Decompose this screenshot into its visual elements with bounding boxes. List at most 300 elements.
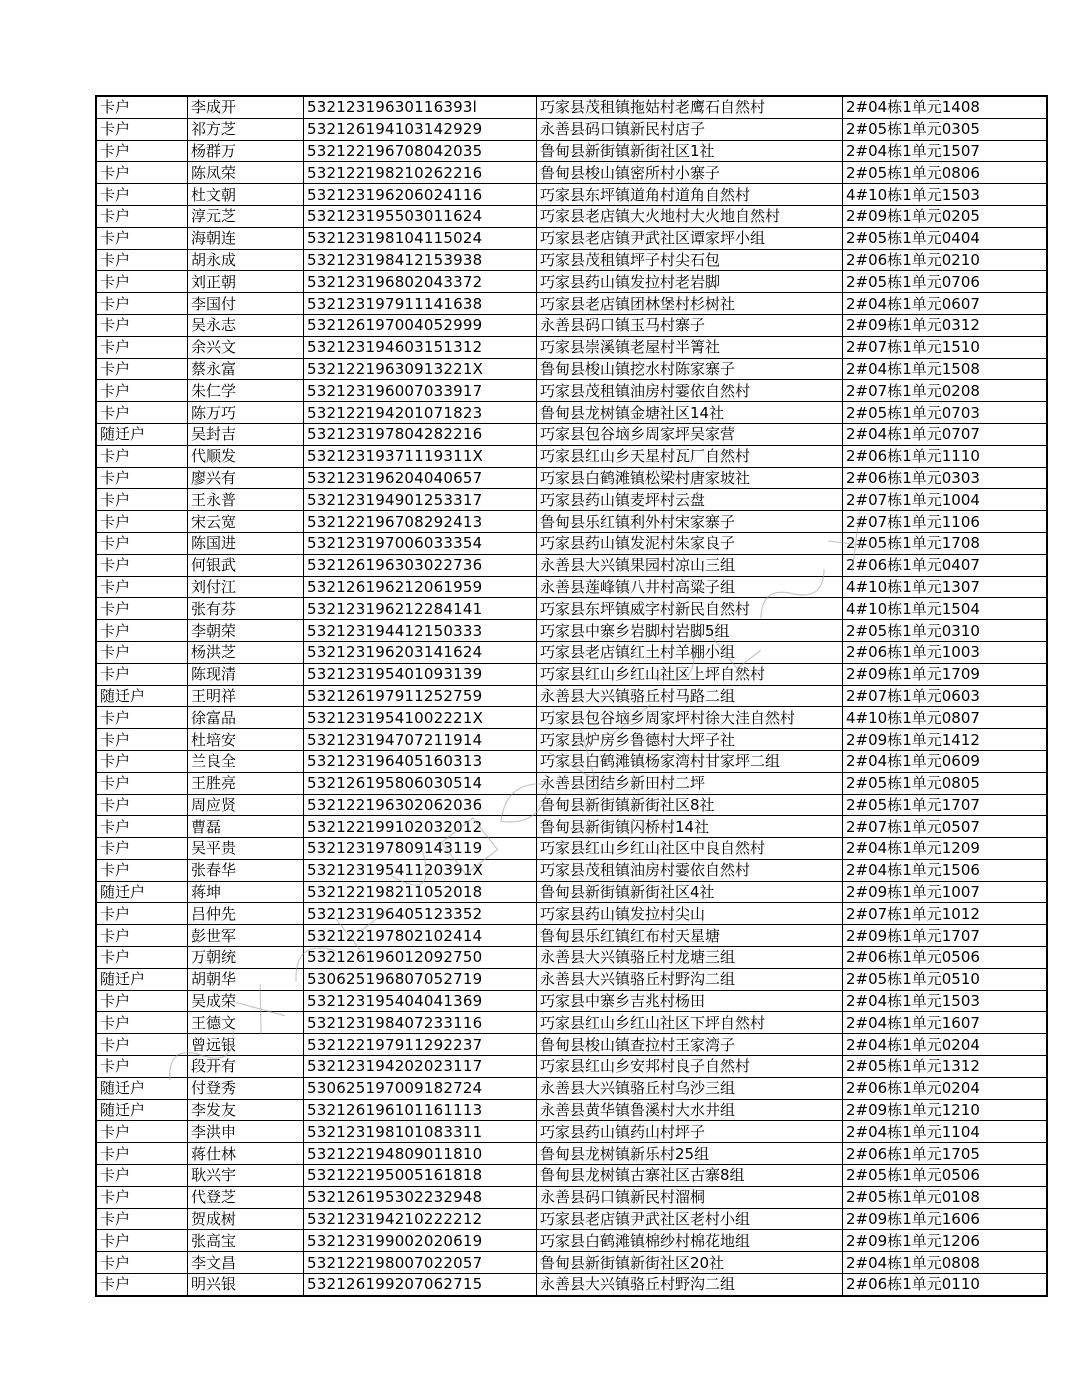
address-cell: 巧家县药山镇麦坪村云盘 — [537, 489, 843, 511]
name-cell: 蒋仕林 — [188, 1143, 304, 1165]
name-cell: 淳元芝 — [188, 205, 304, 227]
unit-cell: 2#09栋1单元1210 — [843, 1099, 1048, 1121]
id-number-cell: 532122194201071823 — [304, 402, 537, 424]
address-cell: 巧家县老店镇红土村羊棚小组 — [537, 641, 843, 663]
table-row — [96, 641, 1047, 663]
type-cell: 卡户 — [96, 838, 188, 860]
type-cell: 卡户 — [96, 1208, 188, 1230]
type-cell: 卡户 — [96, 184, 188, 206]
address-cell: 永善县码口镇新民村店子 — [537, 118, 843, 140]
address-cell: 永善县大兴镇骆丘村乌沙三组 — [537, 1077, 843, 1099]
name-cell: 刘付江 — [188, 576, 304, 598]
type-cell: 卡户 — [96, 445, 188, 467]
address-cell: 巧家县中寨乡岩脚村岩脚5组 — [537, 620, 843, 642]
type-cell: 卡户 — [96, 402, 188, 424]
table-row — [96, 881, 1047, 903]
unit-cell: 2#09栋1单元1412 — [843, 729, 1048, 751]
address-cell: 巧家县包谷垴乡周家坪吴家营 — [537, 423, 843, 445]
table-row — [96, 467, 1047, 489]
address-cell: 巧家县白鹤滩镇松梁村唐家坡社 — [537, 467, 843, 489]
unit-cell: 2#04栋1单元1506 — [843, 859, 1048, 881]
table-row — [96, 750, 1047, 772]
table-row — [96, 184, 1047, 206]
address-cell: 巧家县茂租镇油房村霎依自然村 — [537, 859, 843, 881]
id-number-cell: 532126197004052999 — [304, 314, 537, 336]
address-cell: 鲁甸县新街镇闪桥村14社 — [537, 816, 843, 838]
table-row — [96, 1165, 1047, 1187]
unit-cell: 2#05栋1单元0510 — [843, 968, 1048, 990]
id-number-cell: 532122194809011810 — [304, 1143, 537, 1165]
table-row — [96, 336, 1047, 358]
name-cell: 余兴文 — [188, 336, 304, 358]
unit-cell: 2#09栋1单元0312 — [843, 314, 1048, 336]
id-number-cell: 532123196212284141 — [304, 598, 537, 620]
type-cell: 卡户 — [96, 990, 188, 1012]
name-cell: 陈万巧 — [188, 402, 304, 424]
id-number-cell: 532126194103142929 — [304, 118, 537, 140]
name-cell: 代顺发 — [188, 445, 304, 467]
address-cell: 巧家县茂租镇油房村霎依自然村 — [537, 380, 843, 402]
address-cell: 巧家县老店镇尹武社区老村小组 — [537, 1208, 843, 1230]
name-cell: 李文昌 — [188, 1252, 304, 1274]
name-cell: 明兴银 — [188, 1274, 304, 1296]
unit-cell: 4#10栋1单元1503 — [843, 184, 1048, 206]
name-cell: 杨洪芝 — [188, 641, 304, 663]
table-row — [96, 663, 1047, 685]
address-cell: 巧家县茂租镇坪子村尖石包 — [537, 249, 843, 271]
address-cell: 巧家县炉房乡鲁德村大坪子社 — [537, 729, 843, 751]
type-cell: 卡户 — [96, 1186, 188, 1208]
address-cell: 鲁甸县龙树镇金塘社区14社 — [537, 402, 843, 424]
address-cell: 巧家县老店镇大火地村大火地自然村 — [537, 205, 843, 227]
unit-cell: 2#09栋1单元0205 — [843, 205, 1048, 227]
type-cell: 卡户 — [96, 314, 188, 336]
unit-cell: 2#09栋1单元1606 — [843, 1208, 1048, 1230]
type-cell: 卡户 — [96, 249, 188, 271]
name-cell: 何银武 — [188, 554, 304, 576]
table-row — [96, 1034, 1047, 1056]
table-row — [96, 947, 1047, 969]
address-cell: 巧家县茂租镇拖姑村老鹰石自然村 — [537, 96, 843, 118]
unit-cell: 2#05栋1单元0706 — [843, 271, 1048, 293]
id-number-cell: 532122196708042035 — [304, 140, 537, 162]
type-cell: 卡户 — [96, 140, 188, 162]
id-number-cell: 532123195503011624 — [304, 205, 537, 227]
address-cell: 鲁甸县龙树镇古寨社区古寨8组 — [537, 1165, 843, 1187]
address-cell: 巧家县包谷垴乡周家坪村徐大洼自然村 — [537, 707, 843, 729]
type-cell: 卡户 — [96, 729, 188, 751]
id-number-cell: 532123196007033917 — [304, 380, 537, 402]
type-cell: 卡户 — [96, 489, 188, 511]
id-number-cell: 532126199207062715 — [304, 1274, 537, 1296]
table-row — [96, 1121, 1047, 1143]
address-cell: 巧家县白鹤滩镇杨家湾村甘家坪二组 — [537, 750, 843, 772]
name-cell: 吴平贵 — [188, 838, 304, 860]
table-row — [96, 358, 1047, 380]
address-cell: 永善县莲峰镇八井村高粱子组 — [537, 576, 843, 598]
table-row — [96, 1143, 1047, 1165]
name-cell: 兰良全 — [188, 750, 304, 772]
name-cell: 万朝统 — [188, 947, 304, 969]
type-cell: 卡户 — [96, 532, 188, 554]
id-number-cell: 53212319630116393l — [304, 96, 537, 118]
unit-cell: 2#04栋1单元1503 — [843, 990, 1048, 1012]
address-cell: 鲁甸县梭山镇密所村小寨子 — [537, 162, 843, 184]
id-number-cell: 532123196802043372 — [304, 271, 537, 293]
type-cell: 卡户 — [96, 293, 188, 315]
type-cell: 卡户 — [96, 1056, 188, 1078]
table-row — [96, 838, 1047, 860]
name-cell: 陈凤荣 — [188, 162, 304, 184]
name-cell: 曾远银 — [188, 1034, 304, 1056]
name-cell: 胡朝华 — [188, 968, 304, 990]
id-number-cell: 532122196302062036 — [304, 794, 537, 816]
id-number-cell: 532126196303022736 — [304, 554, 537, 576]
address-cell: 巧家县红山乡红山社区中良自然村 — [537, 838, 843, 860]
unit-cell: 2#06栋1单元0110 — [843, 1274, 1048, 1296]
address-cell: 巧家县老店镇团林堡村杉树社 — [537, 293, 843, 315]
id-number-cell: 53212319371119311X — [304, 445, 537, 467]
type-cell: 随迁户 — [96, 968, 188, 990]
address-cell: 巧家县红山乡红山社区上坪自然村 — [537, 663, 843, 685]
name-cell: 胡永成 — [188, 249, 304, 271]
type-cell: 卡户 — [96, 336, 188, 358]
unit-cell: 2#04栋1单元0609 — [843, 750, 1048, 772]
table-row — [96, 685, 1047, 707]
unit-cell: 2#04栋1单元1507 — [843, 140, 1048, 162]
id-number-cell: 532126196101161113 — [304, 1099, 537, 1121]
unit-cell: 2#04栋1单元1607 — [843, 1012, 1048, 1034]
unit-cell: 2#05栋1单元0108 — [843, 1186, 1048, 1208]
unit-cell: 2#05栋1单元0703 — [843, 402, 1048, 424]
table-row — [96, 162, 1047, 184]
type-cell: 卡户 — [96, 1034, 188, 1056]
name-cell: 张春华 — [188, 859, 304, 881]
type-cell: 卡户 — [96, 641, 188, 663]
table-row — [96, 314, 1047, 336]
type-cell: 卡户 — [96, 598, 188, 620]
id-number-cell: 532123197006033354 — [304, 532, 537, 554]
table-row — [96, 925, 1047, 947]
name-cell: 宋云宽 — [188, 511, 304, 533]
unit-cell: 2#09栋1单元1206 — [843, 1230, 1048, 1252]
id-number-cell: 53212219630913221X — [304, 358, 537, 380]
name-cell: 陈现清 — [188, 663, 304, 685]
address-cell: 永善县团结乡新田村二坪 — [537, 772, 843, 794]
type-cell: 卡户 — [96, 620, 188, 642]
name-cell: 海朝连 — [188, 227, 304, 249]
address-cell: 巧家县药山镇发泥村朱家良子 — [537, 532, 843, 554]
type-cell: 卡户 — [96, 205, 188, 227]
unit-cell: 2#04栋1单元0204 — [843, 1034, 1048, 1056]
table-row — [96, 1208, 1047, 1230]
unit-cell: 2#06栋1单元0506 — [843, 947, 1048, 969]
unit-cell: 2#06栋1单元1110 — [843, 445, 1048, 467]
unit-cell: 2#05栋1单元0805 — [843, 772, 1048, 794]
name-cell: 李朝荣 — [188, 620, 304, 642]
address-cell: 永善县码口镇新民村溜桐 — [537, 1186, 843, 1208]
address-cell: 鲁甸县乐红镇利外村宋家寨子 — [537, 511, 843, 533]
table-row — [96, 205, 1047, 227]
table-row — [96, 598, 1047, 620]
name-cell: 吕仲先 — [188, 903, 304, 925]
table-row — [96, 249, 1047, 271]
table-row — [96, 118, 1047, 140]
type-cell: 随迁户 — [96, 685, 188, 707]
unit-cell: 2#07栋1单元0603 — [843, 685, 1048, 707]
name-cell: 张高宝 — [188, 1230, 304, 1252]
type-cell: 随迁户 — [96, 423, 188, 445]
id-number-cell: 53212319541002221X — [304, 707, 537, 729]
id-number-cell: 532126197911252759 — [304, 685, 537, 707]
address-cell: 永善县黄华镇鲁溪村大水井组 — [537, 1099, 843, 1121]
table-row — [96, 1056, 1047, 1078]
id-number-cell: 532123194603151312 — [304, 336, 537, 358]
type-cell: 卡户 — [96, 794, 188, 816]
type-cell: 卡户 — [96, 1121, 188, 1143]
type-cell: 卡户 — [96, 663, 188, 685]
name-cell: 李洪申 — [188, 1121, 304, 1143]
table-row — [96, 794, 1047, 816]
address-cell: 永善县大兴镇骆丘村野沟二组 — [537, 968, 843, 990]
unit-cell: 2#06栋1单元0204 — [843, 1077, 1048, 1099]
type-cell: 随迁户 — [96, 1099, 188, 1121]
id-number-cell: 532123194707211914 — [304, 729, 537, 751]
unit-cell: 2#05栋1单元0506 — [843, 1165, 1048, 1187]
address-cell: 鲁甸县梭山镇查拉村王家湾子 — [537, 1034, 843, 1056]
unit-cell: 2#07栋1单元0208 — [843, 380, 1048, 402]
unit-cell: 2#07栋1单元1106 — [843, 511, 1048, 533]
id-number-cell: 530625197009182724 — [304, 1077, 537, 1099]
table-row — [96, 1230, 1047, 1252]
id-number-cell: 532122197802102414 — [304, 925, 537, 947]
table-row — [96, 532, 1047, 554]
address-cell: 鲁甸县新街镇新街社区20社 — [537, 1252, 843, 1274]
table-row — [96, 511, 1047, 533]
unit-cell: 2#09栋1单元1709 — [843, 663, 1048, 685]
name-cell: 杨群万 — [188, 140, 304, 162]
name-cell: 王明祥 — [188, 685, 304, 707]
type-cell: 卡户 — [96, 903, 188, 925]
name-cell: 王胜亮 — [188, 772, 304, 794]
type-cell: 卡户 — [96, 554, 188, 576]
address-cell: 永善县大兴镇果园村凉山三组 — [537, 554, 843, 576]
id-number-cell: 532123196206024116 — [304, 184, 537, 206]
type-cell: 卡户 — [96, 162, 188, 184]
id-number-cell: 532123196203141624 — [304, 641, 537, 663]
address-cell: 永善县大兴镇骆丘村龙塘三组 — [537, 947, 843, 969]
unit-cell: 2#04栋1单元0607 — [843, 293, 1048, 315]
unit-cell: 2#06栋1单元1003 — [843, 641, 1048, 663]
name-cell: 周应贤 — [188, 794, 304, 816]
type-cell: 卡户 — [96, 1274, 188, 1296]
type-cell: 卡户 — [96, 227, 188, 249]
name-cell: 祁方芝 — [188, 118, 304, 140]
type-cell: 卡户 — [96, 947, 188, 969]
table-row — [96, 968, 1047, 990]
id-number-cell: 532123194901253317 — [304, 489, 537, 511]
address-cell: 巧家县红山乡红山社区下坪自然村 — [537, 1012, 843, 1034]
type-cell: 卡户 — [96, 271, 188, 293]
type-cell: 卡户 — [96, 859, 188, 881]
address-cell: 鲁甸县新街镇新街社区1社 — [537, 140, 843, 162]
name-cell: 刘正朝 — [188, 271, 304, 293]
name-cell: 蒋坤 — [188, 881, 304, 903]
id-number-cell: 532126195302232948 — [304, 1186, 537, 1208]
table-row — [96, 293, 1047, 315]
id-number-cell: 530625196807052719 — [304, 968, 537, 990]
name-cell: 代登芝 — [188, 1186, 304, 1208]
id-number-cell: 532123196405160313 — [304, 750, 537, 772]
id-number-cell: 532123196405123352 — [304, 903, 537, 925]
id-number-cell: 532123197809143119 — [304, 838, 537, 860]
address-cell: 永善县码口镇玉马村寨子 — [537, 314, 843, 336]
name-cell: 李成开 — [188, 96, 304, 118]
unit-cell: 2#04栋1单元1408 — [843, 96, 1048, 118]
id-number-cell: 532122195005161818 — [304, 1165, 537, 1187]
id-number-cell: 532123198407233116 — [304, 1012, 537, 1034]
table-row — [96, 903, 1047, 925]
table-row — [96, 445, 1047, 467]
unit-cell: 2#06栋1单元0407 — [843, 554, 1048, 576]
unit-cell: 2#07栋1单元1012 — [843, 903, 1048, 925]
address-cell: 巧家县东坪镇威字村新民自然村 — [537, 598, 843, 620]
type-cell: 卡户 — [96, 707, 188, 729]
type-cell: 卡户 — [96, 358, 188, 380]
address-cell: 巧家县中寨乡吉兆村杨田 — [537, 990, 843, 1012]
id-number-cell: 532126196212061959 — [304, 576, 537, 598]
table-row — [96, 140, 1047, 162]
table-row — [96, 772, 1047, 794]
name-cell: 吴封吉 — [188, 423, 304, 445]
unit-cell: 2#05栋1单元0305 — [843, 118, 1048, 140]
table-body — [96, 96, 1047, 1296]
type-cell: 卡户 — [96, 816, 188, 838]
table-row — [96, 1012, 1047, 1034]
table-row — [96, 816, 1047, 838]
name-cell: 朱仁学 — [188, 380, 304, 402]
name-cell: 贺成树 — [188, 1208, 304, 1230]
name-cell: 杜培安 — [188, 729, 304, 751]
id-number-cell: 532123194202023117 — [304, 1056, 537, 1078]
table-row — [96, 227, 1047, 249]
unit-cell: 2#09栋1单元1007 — [843, 881, 1048, 903]
name-cell: 付登秀 — [188, 1077, 304, 1099]
table-row — [96, 576, 1047, 598]
table-row — [96, 423, 1047, 445]
address-cell: 鲁甸县新街镇新街社区8社 — [537, 794, 843, 816]
unit-cell: 2#07栋1单元1004 — [843, 489, 1048, 511]
id-number-cell: 532123197911141638 — [304, 293, 537, 315]
unit-cell: 2#06栋1单元0303 — [843, 467, 1048, 489]
unit-cell: 2#04栋1单元1209 — [843, 838, 1048, 860]
unit-cell: 2#05栋1单元1312 — [843, 1056, 1048, 1078]
type-cell: 卡户 — [96, 1165, 188, 1187]
table-row — [96, 1099, 1047, 1121]
unit-cell: 2#04栋1单元1508 — [843, 358, 1048, 380]
name-cell: 廖兴有 — [188, 467, 304, 489]
table-row — [96, 271, 1047, 293]
table-row — [96, 554, 1047, 576]
type-cell: 卡户 — [96, 925, 188, 947]
unit-cell: 2#05栋1单元1708 — [843, 532, 1048, 554]
name-cell: 吴永志 — [188, 314, 304, 336]
address-cell: 巧家县药山镇药山村坪子 — [537, 1121, 843, 1143]
id-number-cell: 532122198210262216 — [304, 162, 537, 184]
type-cell: 卡户 — [96, 467, 188, 489]
id-number-cell: 532122196708292413 — [304, 511, 537, 533]
address-cell: 鲁甸县龙树镇新乐村25组 — [537, 1143, 843, 1165]
table-row — [96, 1252, 1047, 1274]
id-number-cell: 532123195401093139 — [304, 663, 537, 685]
address-cell: 鲁甸县乐红镇红布村天星塘 — [537, 925, 843, 947]
id-number-cell: 532123195404041369 — [304, 990, 537, 1012]
table-row — [96, 990, 1047, 1012]
address-cell: 巧家县东坪镇道角村道角自然村 — [537, 184, 843, 206]
name-cell: 耿兴宇 — [188, 1165, 304, 1187]
table-row — [96, 1186, 1047, 1208]
table-row — [96, 489, 1047, 511]
type-cell: 随迁户 — [96, 881, 188, 903]
name-cell: 曹磊 — [188, 816, 304, 838]
type-cell: 卡户 — [96, 96, 188, 118]
unit-cell: 2#04栋1单元0707 — [843, 423, 1048, 445]
address-cell: 永善县大兴镇骆丘村马路二组 — [537, 685, 843, 707]
name-cell: 李国付 — [188, 293, 304, 315]
type-cell: 卡户 — [96, 1252, 188, 1274]
type-cell: 随迁户 — [96, 1077, 188, 1099]
id-number-cell: 53212319541120391X — [304, 859, 537, 881]
unit-cell: 2#07栋1单元1510 — [843, 336, 1048, 358]
household-table — [95, 95, 1048, 1297]
table-row — [96, 1274, 1047, 1296]
id-number-cell: 532123194412150333 — [304, 620, 537, 642]
unit-cell: 2#05栋1单元0310 — [843, 620, 1048, 642]
type-cell: 卡户 — [96, 1143, 188, 1165]
type-cell: 卡户 — [96, 118, 188, 140]
address-cell: 巧家县老店镇尹武社区谭家坪小组 — [537, 227, 843, 249]
type-cell: 卡户 — [96, 576, 188, 598]
id-number-cell: 532122197911292237 — [304, 1034, 537, 1056]
unit-cell: 2#06栋1单元1705 — [843, 1143, 1048, 1165]
table-row — [96, 402, 1047, 424]
id-number-cell: 532122199102032012 — [304, 816, 537, 838]
unit-cell: 2#09栋1单元1707 — [843, 925, 1048, 947]
id-number-cell: 532123198101083311 — [304, 1121, 537, 1143]
unit-cell: 2#05栋1单元1707 — [843, 794, 1048, 816]
address-cell: 巧家县红山乡安邦村良子自然村 — [537, 1056, 843, 1078]
id-number-cell: 532122198007022057 — [304, 1252, 537, 1274]
address-cell: 巧家县白鹤滩镇棉纱村棉花地组 — [537, 1230, 843, 1252]
address-cell: 巧家县红山乡天星村瓦厂自然村 — [537, 445, 843, 467]
id-number-cell: 532126195806030514 — [304, 772, 537, 794]
unit-cell: 2#06栋1单元0210 — [843, 249, 1048, 271]
address-cell: 鲁甸县新街镇新街社区4社 — [537, 881, 843, 903]
name-cell: 杜文朝 — [188, 184, 304, 206]
id-number-cell: 532123196204040657 — [304, 467, 537, 489]
unit-cell: 4#10栋1单元1504 — [843, 598, 1048, 620]
id-number-cell: 532123198412153938 — [304, 249, 537, 271]
id-number-cell: 532122198211052018 — [304, 881, 537, 903]
unit-cell: 2#04栋1单元0808 — [843, 1252, 1048, 1274]
name-cell: 李发友 — [188, 1099, 304, 1121]
address-cell: 鲁甸县梭山镇挖水村陈家寨子 — [537, 358, 843, 380]
id-number-cell: 532123194210222212 — [304, 1208, 537, 1230]
table-row — [96, 859, 1047, 881]
table-row — [96, 729, 1047, 751]
id-number-cell: 532123199002020619 — [304, 1230, 537, 1252]
name-cell: 段开有 — [188, 1056, 304, 1078]
